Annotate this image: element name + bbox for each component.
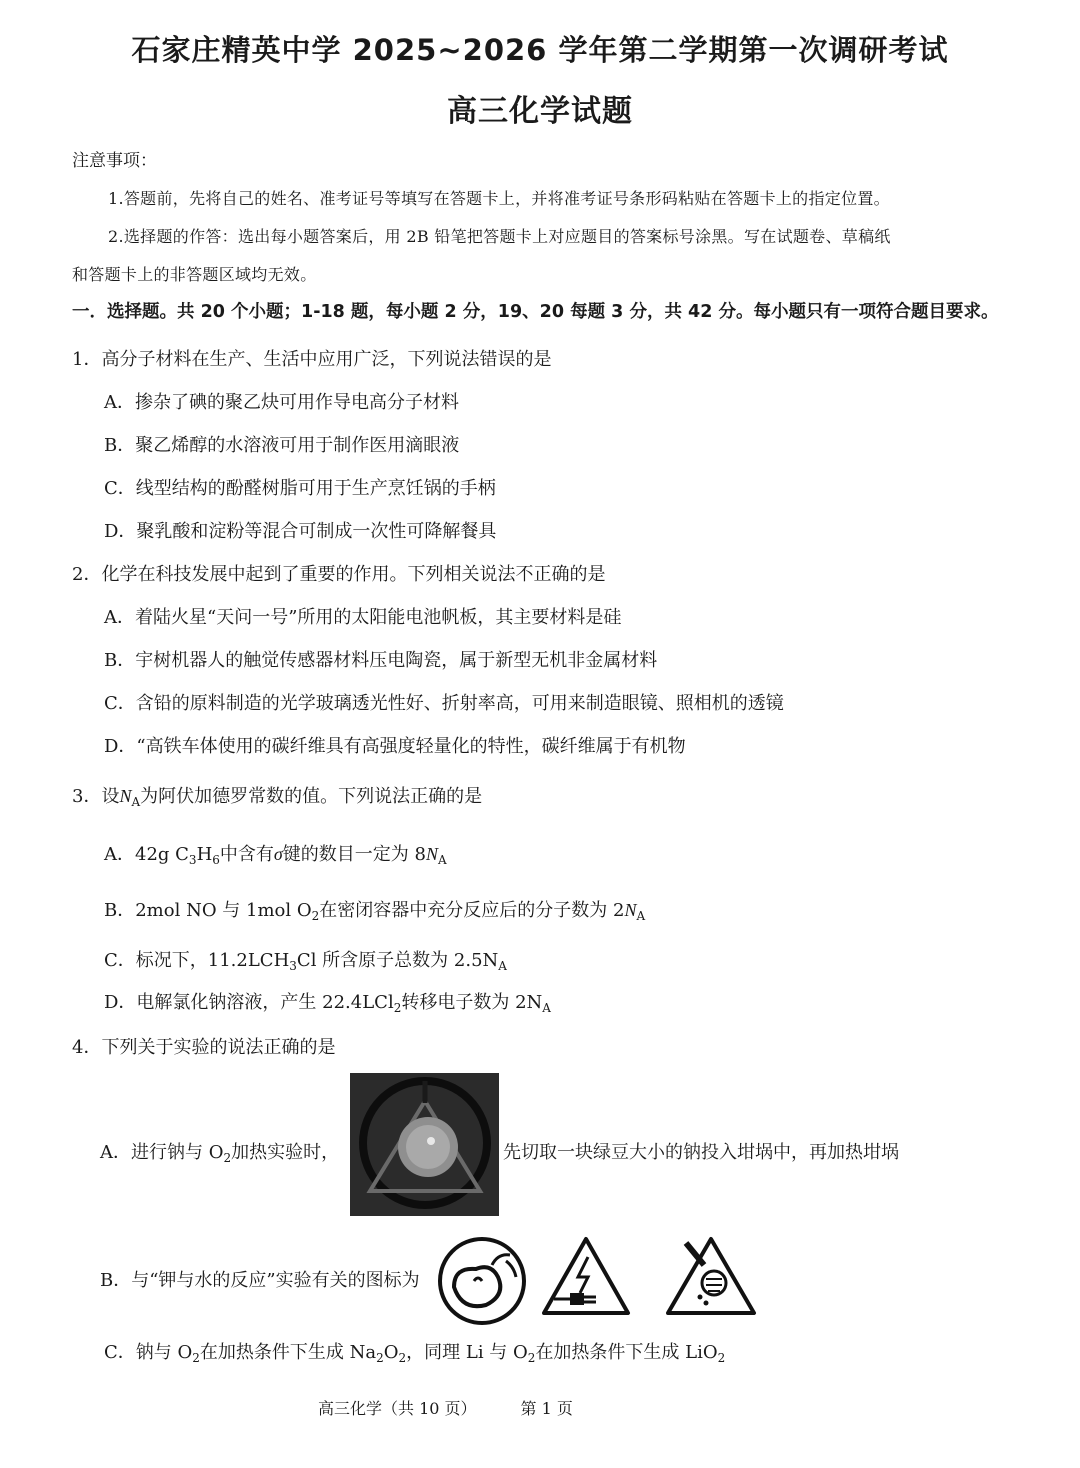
hot-water-icon xyxy=(436,1235,528,1331)
question-2-option-a: A．着陆火星“天问一号”所用的太阳能电池帆板，其主要材料是硅 xyxy=(104,607,622,628)
question-3-option-d: D．电解氯化钠溶液，产生 22.4LCl$_2$转移电子数为 $2N_A$ xyxy=(104,992,551,1015)
question-4-stem: 4．下列关于实验的说法正确的是 xyxy=(72,1037,336,1058)
question-4-option-c: C．钠与 $O_2$在加热条件下生成 $Na_2O_2$，同理 Li 与 $O_2$在加热条件下生成 LiO$_2$ xyxy=(104,1342,726,1365)
question-1-option-b: B．聚乙烯醇的水溶液可用于制作医用滴眼液 xyxy=(104,435,460,456)
question-2-option-c: C．含铅的原料制造的光学玻璃透光性好、折射率高，可用来制造眼镜、照相机的透镜 xyxy=(104,693,784,714)
question-1-option-c: C．线型结构的酚醛树脂可用于生产烹饪锅的手柄 xyxy=(104,478,496,499)
question-4-option-b: B．与“钾与水的反应”实验有关的图标为 xyxy=(100,1270,420,1291)
notice-heading: 注意事项： xyxy=(72,151,157,171)
notice-item-2-line-2: 和答题卡上的非答题区域均无效。 xyxy=(72,265,317,284)
question-3-option-c: C．标况下，$11.2LCH_3Cl$ 所含原子总数为 $2.5N_A$ xyxy=(104,950,507,973)
question-4-option-a-right: 先切取一块绿豆大小的钠投入坩埚中，再加热坩埚 xyxy=(503,1142,899,1163)
electrical-hazard-icon xyxy=(540,1235,632,1321)
question-1-option-d: D．聚乳酸和淀粉等混合可制成一次性可降解餐具 xyxy=(104,521,497,542)
question-2-option-d: D．“高铁车体使用的碳纤维具有高强度轻量化的特性，碳纤维属于有机物 xyxy=(104,736,686,757)
footer-subject: 高三化学（共 10 页） xyxy=(318,1399,477,1418)
question-4-option-a-left: A．进行钠与 $O_2$加热实验时， xyxy=(100,1142,340,1165)
footer-page-number: 第 1 页 xyxy=(520,1399,573,1418)
question-1-stem: 1．高分子材料在生产、生活中应用广泛，下列说法错误的是 xyxy=(72,349,552,370)
section-heading: 一．选择题。共 20 个小题；1-18 题，每小题 2 分，19、20 每题 3 分，共 42 分。每小题只有一项符合题目要求。 xyxy=(72,302,999,322)
question-2-option-b: B．宇树机器人的触觉传感器材料压电陶瓷，属于新型无机非金属材料 xyxy=(104,650,658,671)
notice-item-2-line-1: 2.选择题的作答：选出每小题答案后，用 2B 铅笔把答题卡上对应题目的答案标号涂黑。写在试题卷、草稿纸 xyxy=(108,227,891,246)
question-2-stem: 2．化学在科技发展中起到了重要的作用。下列相关说法不正确的是 xyxy=(72,564,606,585)
notice-item-1: 1.答题前，先将自己的姓名、准考证号等填写在答题卡上，并将准考证号条形码粘贴在答题卡上的指定位置。 xyxy=(108,189,890,208)
exam-subtitle: 高三化学试题 xyxy=(447,94,633,129)
exam-title: 石家庄精英中学 2025~2026 学年第二学期第一次调研考试 xyxy=(131,33,949,67)
page-footer xyxy=(318,1396,573,1419)
question-1-option-a: A．掺杂了碘的聚乙炔可用作导电高分子材料 xyxy=(104,392,459,413)
corrosive-hand-icon xyxy=(664,1235,758,1321)
question-3-option-b: B．2mol NO 与 1mol $O_2$在密闭容器中充分反应后的分子数为 $2N_A$ xyxy=(104,900,646,923)
crucible-photo xyxy=(350,1073,499,1216)
question-3-option-a: A．42g $C_3H_6$中含有σ键的数目一定为 $8N_A$ xyxy=(104,844,447,867)
question-3-stem: 3．设$N_A$为阿伏加德罗常数的值。下列说法正确的是 xyxy=(72,786,483,809)
